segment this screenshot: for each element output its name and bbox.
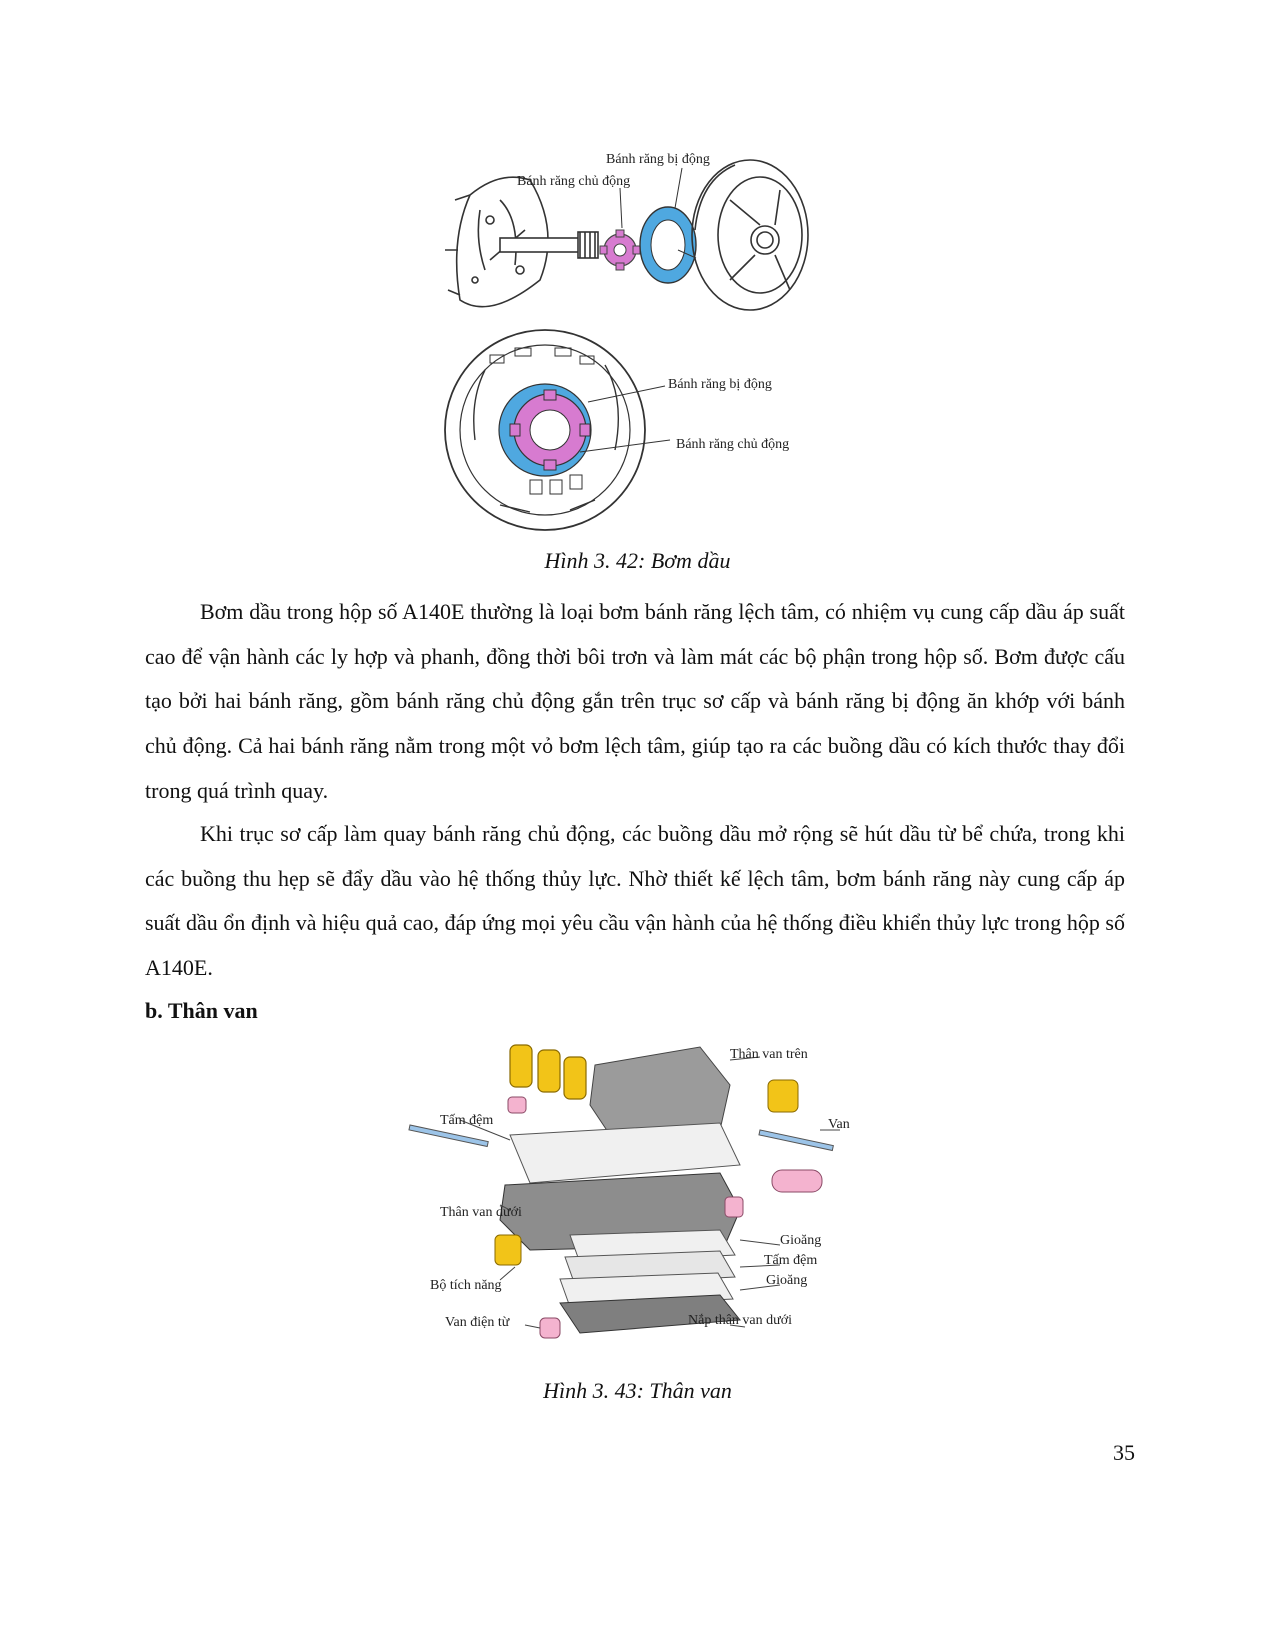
label-gasket-1: Gioăng xyxy=(780,1233,822,1248)
label-driven-gear-bottom: Bánh răng bị động xyxy=(668,377,772,392)
paragraph-1: Bơm dầu trong hộp số A140E thường là loại bơm bánh răng lệch tâm, có nhiệm vụ cung cấp dầu áp suất cao để vận hành các ly hợp và phanh, đồng thời bôi trơn và làm mát các bộ phận trong hộp số. Bơm được cấu tạo bởi hai bánh răng, gồm bánh răng chủ động gắn trên trục sơ cấp và bánh răng bị động ăn khớp với bánh chủ động. Cả hai bánh răng nằm trong một vỏ bơm lệch tâm, giúp tạo ra các buồng dầu có kích thước thay đổi trong quá trình quay. xyxy=(145,599,1125,803)
figure-42-caption: Hình 3. 42: Bơm dầu xyxy=(544,548,731,573)
yellow-cylinders xyxy=(510,1045,586,1099)
section-heading: b. Thân van xyxy=(145,998,258,1023)
label-spacer-left: Tấm đệm xyxy=(440,1113,494,1128)
label-driven-gear-top: Bánh răng bị động xyxy=(606,152,710,167)
pump-assembled xyxy=(445,330,645,530)
label-drive-gear-top: Bánh răng chủ động xyxy=(517,174,631,189)
driven-gear-exploded xyxy=(640,207,696,283)
label-gasket-2: Gioăng xyxy=(766,1273,808,1288)
label-solenoid: Van điện từ xyxy=(445,1315,510,1330)
accumulator-part xyxy=(495,1235,521,1265)
figure-valve-body xyxy=(400,1035,860,1355)
label-valve: Van xyxy=(828,1117,850,1132)
label-spacer-right: Tấm đệm xyxy=(764,1253,818,1268)
drive-gear-exploded xyxy=(600,230,640,270)
yellow-part-right xyxy=(768,1080,798,1112)
upper-valve-body xyxy=(590,1047,730,1135)
pump-housing-rear xyxy=(692,160,808,310)
label-accumulator: Bộ tích năng xyxy=(430,1278,502,1293)
figure-oil-pump xyxy=(430,140,850,540)
figure-43-caption: Hình 3. 43: Thân van xyxy=(543,1378,732,1403)
leader-driven-top xyxy=(675,168,682,208)
label-lower-cover: Nắp thân van dưới xyxy=(688,1313,793,1328)
label-drive-gear-bottom: Bánh răng chủ động xyxy=(676,437,790,452)
leader-drive-top xyxy=(620,188,622,228)
paragraph-2: Khi trục sơ cấp làm quay bánh răng chủ động, các buồng dầu mở rộng sẽ hút dầu từ bể chứa, trong khi các buồng thu hẹp sẽ đẩy dầu vào hệ thống thủy lực. Nhờ thiết kế lệch tâm, bơm bánh răng này cung cấp áp suất dầu ổn định và hiệu quả cao, đáp ứng mọi yêu cầu vận hành của hệ thống điều khiển thủy lực trong hộp số A140E. xyxy=(145,821,1125,981)
label-lower-body: Thân van dưới xyxy=(440,1205,522,1220)
page-number: 35 xyxy=(1113,1440,1135,1465)
label-upper-body: Thân van trên xyxy=(730,1047,808,1062)
